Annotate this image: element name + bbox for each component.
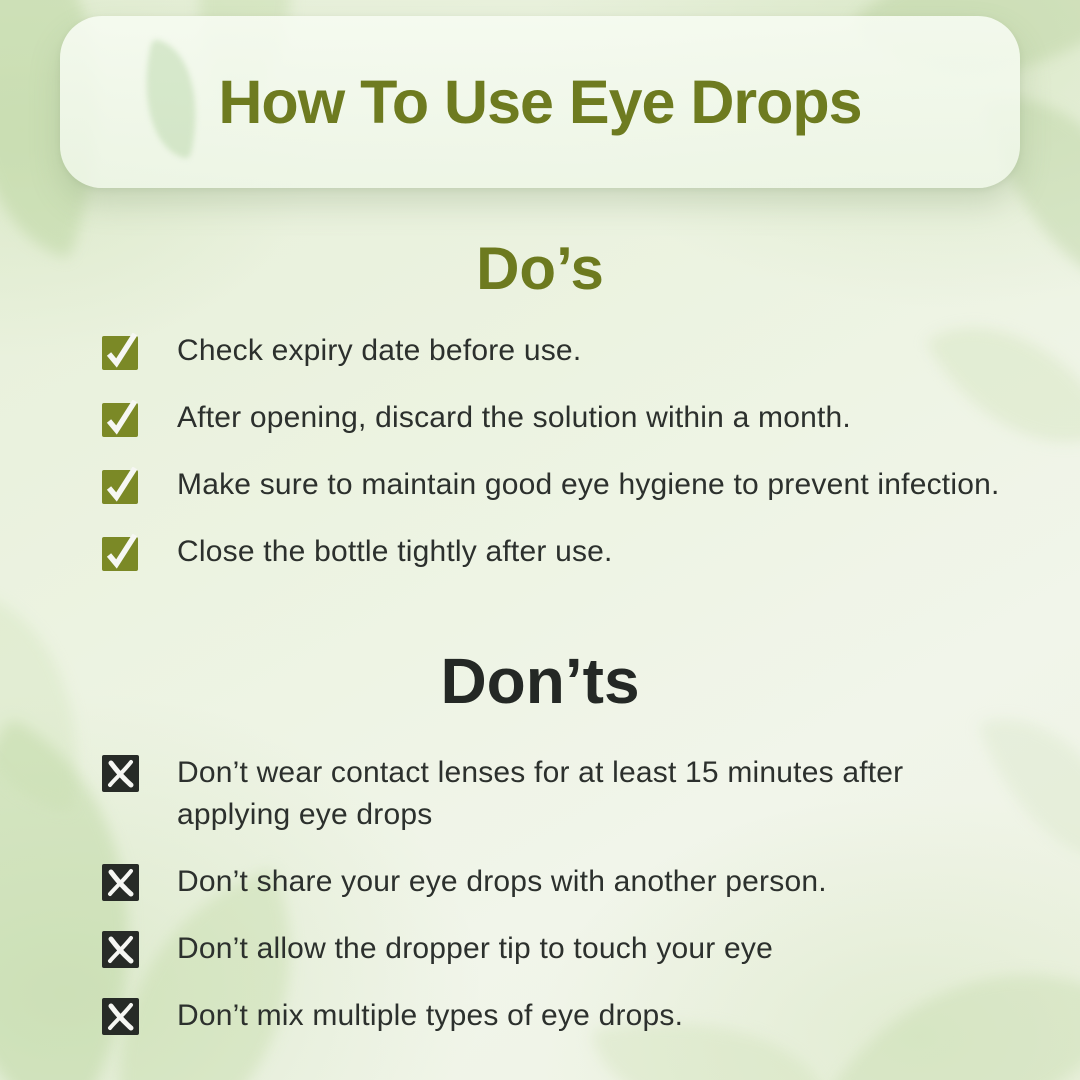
list-item xyxy=(102,464,1042,506)
checkmark-icon xyxy=(102,467,139,504)
checkmark-icon xyxy=(102,333,139,370)
dont-item-text: Don’t mix multiple types of eye drops. xyxy=(177,999,684,1032)
cross-icon xyxy=(102,755,139,792)
donts-heading: Don’ts xyxy=(440,645,640,717)
do-item-text: Close the bottle tightly after use. xyxy=(177,535,613,568)
dos-list xyxy=(102,330,1042,598)
dos-heading: Do’s xyxy=(476,235,604,302)
cross-icon xyxy=(102,864,139,901)
cross-icon xyxy=(102,998,139,1035)
do-item-text: After opening, discard the solution within a month. xyxy=(177,401,851,434)
list-item xyxy=(102,531,1042,573)
dont-item-text: Don’t share your eye drops with another person. xyxy=(177,865,827,898)
list-item xyxy=(102,330,1042,372)
dont-item-text: Don’t wear contact lenses for at least 15 minutes after applying eye drops xyxy=(177,756,904,831)
do-item-text: Make sure to maintain good eye hygiene to prevent infection. xyxy=(177,468,1000,501)
checkmark-icon xyxy=(102,400,139,437)
leaf-decoration-icon xyxy=(129,39,213,159)
dont-item-text: Don’t allow the dropper tip to touch your eye xyxy=(177,932,774,965)
list-item xyxy=(102,861,1042,903)
cross-icon xyxy=(102,931,139,968)
checkmark-icon xyxy=(102,534,139,571)
header-card xyxy=(60,16,1020,188)
list-item xyxy=(102,928,1042,970)
page-title: How To Use Eye Drops xyxy=(218,68,862,136)
do-item-text: Check expiry date before use. xyxy=(177,334,582,367)
list-item xyxy=(102,752,1042,836)
donts-list xyxy=(102,752,1042,1062)
list-item xyxy=(102,995,1042,1037)
list-item xyxy=(102,397,1042,439)
